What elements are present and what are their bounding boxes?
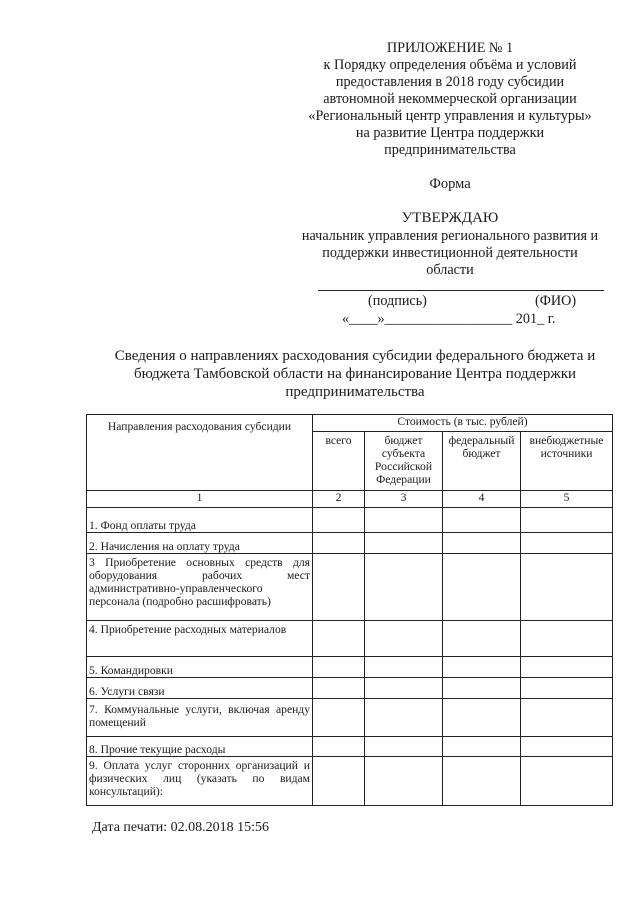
signature-label: (подпись) [368, 293, 427, 309]
header-direction: Направления расходования субсидии [87, 415, 313, 491]
column-number-row [87, 491, 613, 508]
table-header-row [87, 415, 613, 432]
table-row [87, 737, 613, 757]
approval-date-line: «____»__________________ 201_ г. [342, 311, 556, 327]
row-label: 8. Прочие текущие расходы [87, 737, 313, 757]
column-number: 1 [87, 491, 313, 508]
signature-line [318, 290, 604, 291]
approval-text: начальник управления регионального развития и поддержки инвестиционной деятельности области [301, 228, 599, 278]
form-label: Форма [429, 176, 471, 192]
header-total: всего [313, 432, 365, 491]
row-label: 6. Услуги связи [87, 678, 313, 699]
approval-block [300, 210, 600, 279]
column-number: 4 [443, 491, 521, 508]
row-label: 1. Фонд оплаты труда [87, 508, 313, 533]
row-label: 4. Приобретение расходных материалов [87, 621, 313, 657]
appendix-text: к Порядку определения объёма и условий предоставления в 2018 году субсидии автономной некоммерческой организации «Региональный центр управления и культуры» на развитие Центра поддержки предпринимательства [308, 57, 592, 158]
print-date: Дата печати: 02.08.2018 15:56 [92, 820, 270, 835]
row-label: 5. Командировки [87, 657, 313, 678]
name-label: (ФИО) [535, 293, 577, 309]
header-regional-budget: бюджет субъекта Российской Федерации [365, 432, 443, 491]
row-label: 2. Начисления на оплату труда [87, 533, 313, 554]
header-offbudget: внебюджетные источники [521, 432, 613, 491]
approval-heading: УТВЕРЖДАЮ [401, 210, 499, 226]
table-row [87, 678, 613, 699]
row-label: 3 Приобретение основных средств для оборудования рабочих мест административно-управленческого персонала (подробно расшифровать) [87, 554, 313, 621]
table-row [87, 757, 613, 806]
row-label: 9. Оплата услуг сторонних организаций и физических лиц (указать по видам консультаций): [87, 757, 313, 806]
expenditure-table [86, 414, 613, 806]
column-number: 3 [365, 491, 443, 508]
header-cost: Стоимость (в тыс. рублей) [313, 415, 613, 432]
table-row [87, 621, 613, 657]
table-row [87, 699, 613, 737]
table-row [87, 533, 613, 554]
table-row [87, 508, 613, 533]
document-title: Сведения о направлениях расходования субсидии федерального бюджета и бюджета Тамбовской области на финансирование Центра поддержки предпринимательства [114, 348, 596, 400]
appendix-title: ПРИЛОЖЕНИЕ № 1 [386, 40, 514, 56]
column-number: 2 [313, 491, 365, 508]
appendix-block [300, 40, 600, 159]
table-row [87, 554, 613, 621]
table-row [87, 657, 613, 678]
column-number: 5 [521, 491, 613, 508]
header-federal-budget: федеральный бюджет [443, 432, 521, 491]
row-label: 7. Коммунальные услуги, включая аренду помещений [87, 699, 313, 737]
